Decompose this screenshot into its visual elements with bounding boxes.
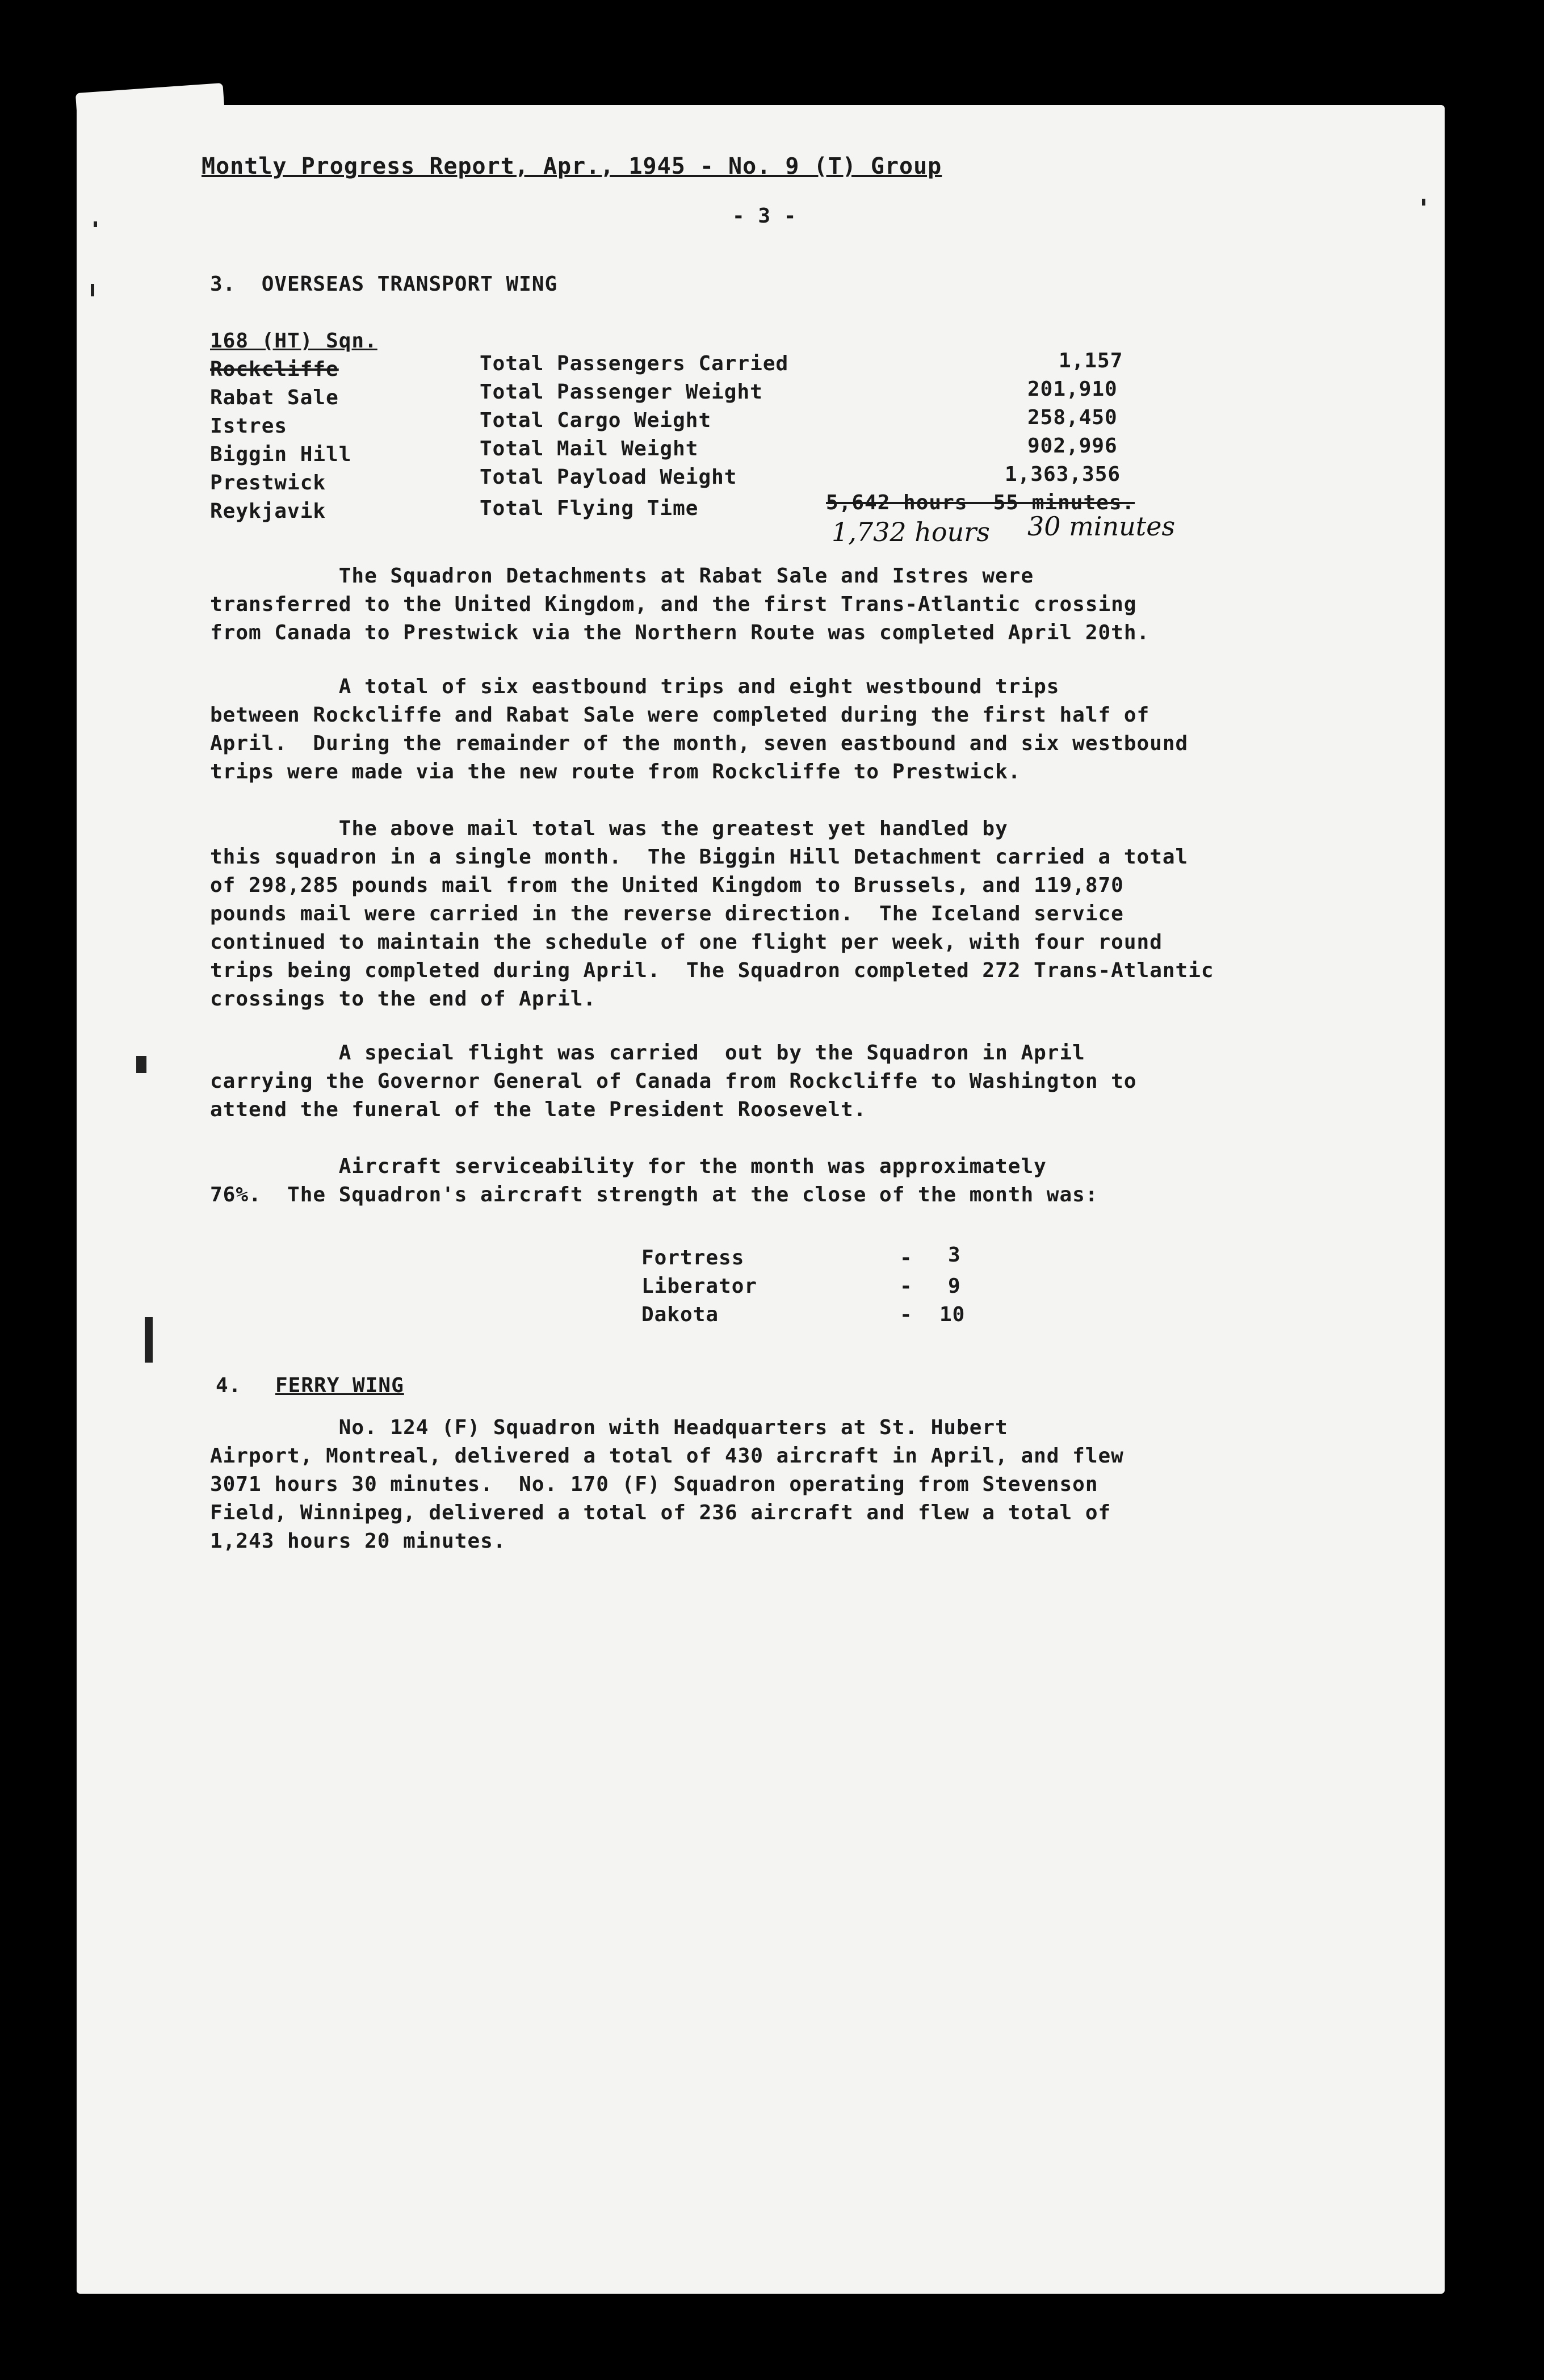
squadron-name: 168 (HT) Sqn. (210, 329, 377, 353)
aircraft-type: Fortress (641, 1246, 745, 1269)
stat-value: 201,910 (1027, 378, 1118, 401)
report-title: Montly Progress Report, Apr., 1945 - No. 9 (T) Group (202, 153, 942, 179)
location-item: Biggin Hill (210, 443, 352, 466)
scan-mark (136, 1056, 146, 1073)
stat-label: Total Payload Weight (480, 466, 737, 489)
location-item: Rockcliffe (210, 358, 339, 381)
location-item: Rabat Sale (210, 386, 339, 409)
paragraph-trips: A total of six eastbound trips and eight westbound trips between Rockcliffe and Rabat Sale were completed during the first half of April. During the remainder of the month, seven eastbound and six westbound trips were made via the new route from Rockcliffe to Prestwick. (210, 675, 1189, 783)
stat-value: 902,996 (1027, 434, 1118, 458)
stat-label: Total Mail Weight (480, 437, 699, 460)
aircraft-dash: - (900, 1303, 913, 1326)
aircraft-count: 10 (939, 1303, 966, 1326)
scan-mark (94, 221, 97, 227)
section-4-number: 4. (216, 1374, 242, 1397)
aircraft-dash: - (900, 1246, 913, 1269)
stat-label: Total Passengers Carried (480, 352, 789, 375)
stat-label: Total Passenger Weight (480, 380, 763, 404)
section-3-heading: 3. OVERSEAS TRANSPORT WING (210, 273, 558, 296)
location-item: Istres (210, 414, 288, 438)
section-4-heading: FERRY WING (275, 1374, 404, 1397)
stat-label: Total Flying Time (480, 497, 699, 520)
paragraph-detachments: The Squadron Detachments at Rabat Sale and Istres were transferred to the United Kingdom, and the first Trans-Atlantic crossing from Canada to Prestwick via the Northern Route was completed April 20th. (210, 564, 1150, 644)
stat-value: 258,450 (1027, 406, 1118, 429)
page-number: - 3 - (732, 204, 797, 228)
handwritten-hours: 1,732 hours (832, 517, 990, 547)
location-item: Reykjavik (210, 500, 326, 523)
aircraft-type: Liberator (641, 1275, 758, 1298)
aircraft-type: Dakota (641, 1303, 719, 1326)
handwritten-minutes: 30 minutes (1027, 511, 1176, 542)
stat-value-struck: 5,642 hours 55 minutes. (826, 491, 1135, 514)
paragraph-ferry-wing: No. 124 (F) Squadron with Headquarters at St. Hubert Airport, Montreal, delivered a total of 430 aircraft in April, and flew 3071 hours 30 minutes. No. 170 (F) Squadron operating from Stevenson Field, Winnipeg, delivered a total of 236 aircraft and flew a total of 1,243 hours 20 minutes. (210, 1416, 1124, 1553)
aircraft-dash: - (900, 1275, 913, 1298)
scan-mark (1422, 199, 1425, 206)
location-item: Prestwick (210, 471, 326, 495)
paragraph-special-flight: A special flight was carried out by the Squadron in April carrying the Governor General of Canada from Rockcliffe to Washington to attend the funeral of the late President Roosevelt. (210, 1041, 1137, 1121)
scan-mark (91, 284, 94, 296)
paragraph-mail: The above mail total was the greatest yet handled by this squadron in a single month. The Biggin Hill Detachment carried a total of 298,285 pounds mail from the United Kingdom to Brussels, and 119,870 pounds mail were carried in the reverse direction. The Iceland service continued to maintain the schedule of one flight per week, with four round trips being completed during April. The Squadron completed 272 Trans-Atlantic crossings to the end of April. (210, 817, 1214, 1011)
paragraph-serviceability: Aircraft serviceability for the month was approximately 76%. The Squadron's aircraft strength at the close of the month was: (210, 1155, 1098, 1206)
stat-value: 1,157 (1059, 349, 1123, 372)
stat-value: 1,363,356 (1005, 463, 1121, 486)
aircraft-count: 3 (948, 1243, 961, 1267)
aircraft-count: 9 (948, 1275, 961, 1298)
stat-label: Total Cargo Weight (480, 409, 712, 432)
scan-mark (145, 1317, 153, 1363)
